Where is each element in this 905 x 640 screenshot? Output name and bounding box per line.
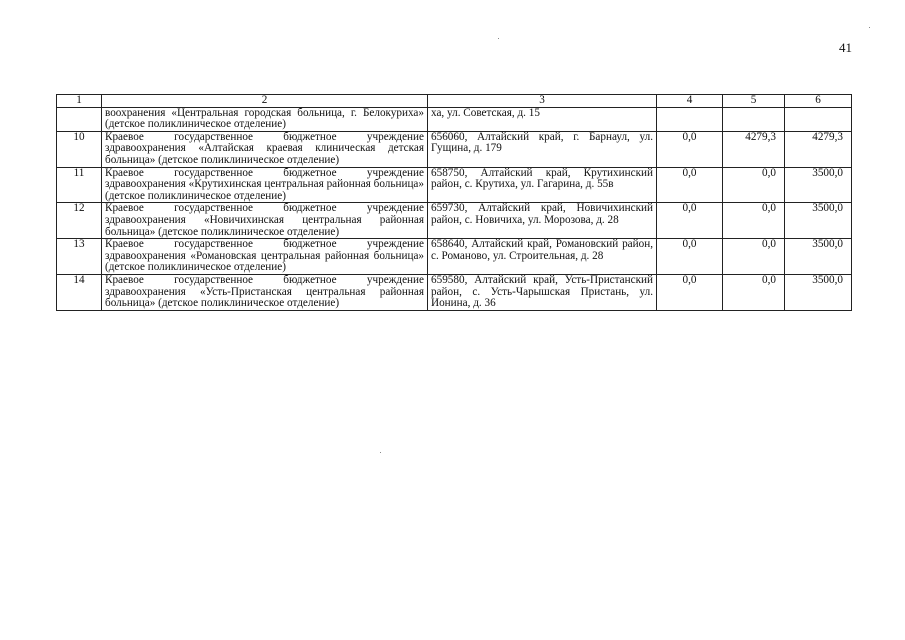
value-col5: 0,0 bbox=[723, 167, 785, 203]
data-table bbox=[56, 94, 852, 311]
institution-address: 658640, Алтайский край, Романовский район, с. Романово, ул. Строительная, д. 28 bbox=[428, 239, 657, 275]
institution-name: Краевое государственное бюджетное учреждение здравоохранения «Крутихинская центральная районная больница» (детское поликлиническое отделение) bbox=[102, 167, 428, 203]
value-col5: 0,0 bbox=[723, 203, 785, 239]
value-col5: 0,0 bbox=[723, 239, 785, 275]
page-number: 41 bbox=[839, 40, 852, 55]
table-row bbox=[57, 274, 852, 310]
value-col4: 0,0 bbox=[657, 239, 723, 275]
institution-address: 658750, Алтайский край, Крутихинский район, с. Крутиха, ул. Гагарина, д. 55в bbox=[428, 167, 657, 203]
column-header-5: 5 bbox=[723, 95, 785, 108]
value-col6: 3500,0 bbox=[785, 167, 852, 203]
row-number: 14 bbox=[57, 274, 102, 310]
institution-name: Краевое государственное бюджетное учреждение здравоохранения «Романовская центральная районная больница» (детское поликлиническое отделение) bbox=[102, 239, 428, 275]
institution-address: 659730, Алтайский край, Новичихинский район, с. Новичиха, ул. Морозова, д. 28 bbox=[428, 203, 657, 239]
row-number: 10 bbox=[57, 131, 102, 167]
value-col5 bbox=[723, 107, 785, 131]
value-col6: 3500,0 bbox=[785, 274, 852, 310]
scan-speck bbox=[380, 452, 381, 453]
value-col6: 4279,3 bbox=[785, 131, 852, 167]
row-number: 12 bbox=[57, 203, 102, 239]
row-number bbox=[57, 107, 102, 131]
institution-name: Краевое государственное бюджетное учреждение здравоохранения «Усть-Пристанская центральная районная больница» (детское поликлиническое отделение) bbox=[102, 274, 428, 310]
institution-name: воохранения «Центральная городская больница, г. Белокуриха» (детское поликлиническое отделение) bbox=[102, 107, 428, 131]
column-header-2: 2 bbox=[102, 95, 428, 108]
table-row bbox=[57, 167, 852, 203]
scan-speck bbox=[869, 27, 870, 28]
table-row bbox=[57, 239, 852, 275]
table-row bbox=[57, 203, 852, 239]
column-header-3: 3 bbox=[428, 95, 657, 108]
value-col6: 3500,0 bbox=[785, 239, 852, 275]
row-number: 13 bbox=[57, 239, 102, 275]
column-header-6: 6 bbox=[785, 95, 852, 108]
row-number: 11 bbox=[57, 167, 102, 203]
value-col5: 0,0 bbox=[723, 274, 785, 310]
value-col4: 0,0 bbox=[657, 131, 723, 167]
institution-address: 659580, Алтайский край, Усть-Пристанский район, с. Усть-Чарышская Пристань, ул. Ионина, д. 36 bbox=[428, 274, 657, 310]
institution-address: 656060, Алтайский край, г. Барнаул, ул. Гущина, д. 179 bbox=[428, 131, 657, 167]
value-col4: 0,0 bbox=[657, 167, 723, 203]
institution-address: ха, ул. Советская, д. 15 bbox=[428, 107, 657, 131]
value-col5: 4279,3 bbox=[723, 131, 785, 167]
column-header-1: 1 bbox=[57, 95, 102, 108]
value-col4: 0,0 bbox=[657, 203, 723, 239]
scan-speck bbox=[498, 38, 499, 39]
column-header-4: 4 bbox=[657, 95, 723, 108]
institution-name: Краевое государственное бюджетное учреждение здравоохранения «Алтайская краевая клиническая детская больница» (детское поликлиническое отделение) bbox=[102, 131, 428, 167]
value-col6 bbox=[785, 107, 852, 131]
institution-name: Краевое государственное бюджетное учреждение здравоохранения «Новичихинская центральная районная больница» (детское поликлиническое отделение) bbox=[102, 203, 428, 239]
table-row bbox=[57, 131, 852, 167]
table-row bbox=[57, 107, 852, 131]
value-col6: 3500,0 bbox=[785, 203, 852, 239]
value-col4 bbox=[657, 107, 723, 131]
value-col4: 0,0 bbox=[657, 274, 723, 310]
header-row bbox=[57, 95, 852, 108]
